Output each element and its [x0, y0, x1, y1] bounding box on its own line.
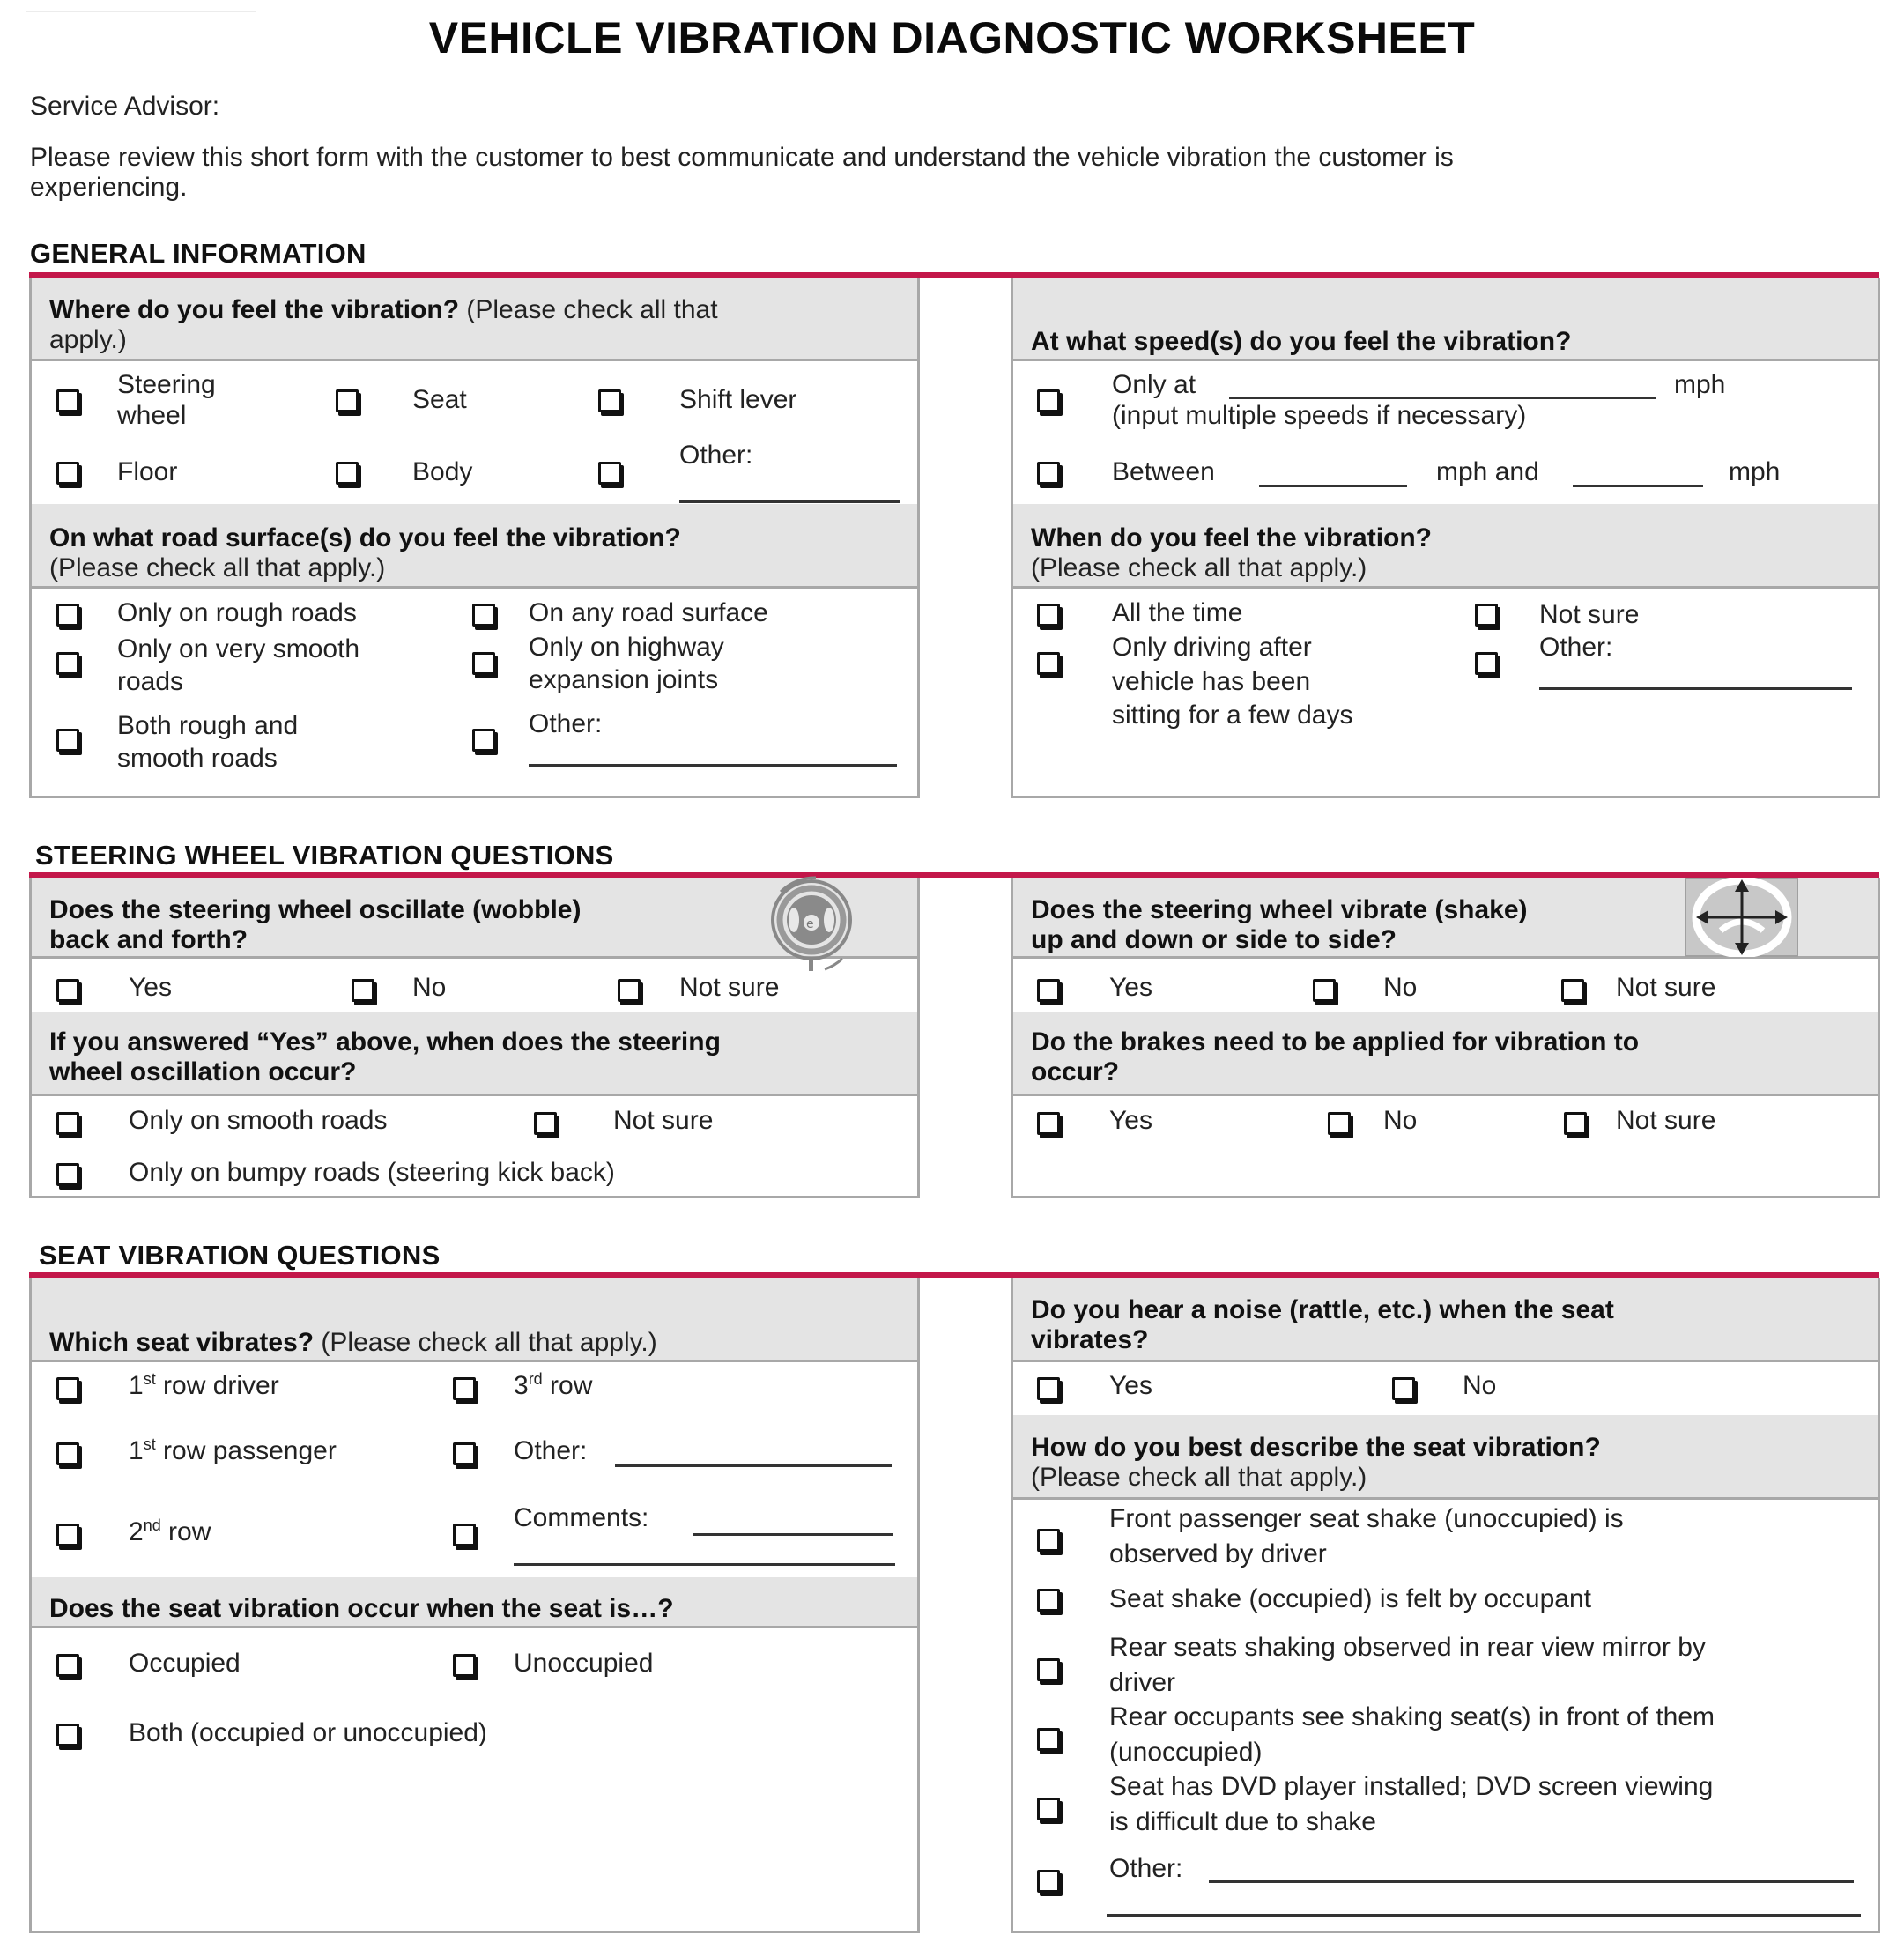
checkbox-describe-dvd[interactable] [1037, 1798, 1060, 1820]
checkbox-row2[interactable] [56, 1524, 79, 1546]
checkbox-between[interactable] [1037, 462, 1060, 485]
checkbox-after-sitting[interactable] [1037, 652, 1060, 675]
svg-text:e: e [806, 917, 814, 931]
option-row1-passenger: 1st row passenger [129, 1435, 337, 1465]
input-speed-to[interactable] [1573, 485, 1703, 487]
option-both-occupied: Both (occupied or unoccupied) [129, 1718, 487, 1747]
option-describe-rear-occupants-line2: (unoccupied) [1109, 1738, 1263, 1767]
input-other-where[interactable] [679, 500, 900, 503]
option-shake-yes: Yes [1109, 973, 1152, 1002]
checkbox-row1-passenger[interactable] [56, 1442, 79, 1465]
checkbox-oscillate-yes[interactable] [56, 979, 79, 1002]
panel-seat-noise-describe [1011, 1278, 1880, 1933]
checkbox-other-road[interactable] [472, 729, 495, 752]
input-describe-other-line2[interactable] [1107, 1914, 1861, 1917]
checkbox-both-occupied[interactable] [56, 1724, 79, 1746]
option-smooth-roads-line2: roads [117, 667, 184, 696]
checkbox-both-roads[interactable] [56, 729, 79, 752]
panel-steering-shake [1011, 878, 1880, 1198]
option-highway-joints-line1: Only on highway [529, 633, 724, 662]
checkbox-other-when[interactable] [1475, 652, 1498, 675]
checkbox-not-sure-when[interactable] [1475, 604, 1498, 627]
checkbox-describe-front-passenger[interactable] [1037, 1529, 1060, 1552]
checkbox-smooth-roads[interactable] [56, 652, 79, 675]
label-only-at-mph: mph [1674, 370, 1726, 399]
service-advisor-label: Service Advisor: [30, 92, 220, 121]
option-unoccupied: Unoccupied [514, 1649, 654, 1678]
checkbox-osc-smooth[interactable] [56, 1112, 79, 1135]
question-speed: At what speed(s) do you feel the vibration? [1031, 327, 1572, 356]
panel-speed-when [1011, 278, 1880, 798]
question-header-speed [1013, 278, 1878, 361]
checkbox-describe-other[interactable] [1037, 1870, 1060, 1893]
option-after-sitting-line3: sitting for a few days [1112, 701, 1353, 730]
section-heading-general: GENERAL INFORMATION [30, 238, 367, 269]
question-where: Where do you feel the vibration? [49, 295, 460, 324]
option-shift-lever: Shift lever [679, 385, 797, 414]
checkbox-shake-not-sure[interactable] [1561, 979, 1584, 1002]
option-other-road: Other: [529, 709, 603, 738]
question-header-occupied [32, 1577, 917, 1628]
panel-seat-which [29, 1278, 920, 1933]
question-when-oscillate-line2: wheel oscillation occur? [49, 1057, 357, 1086]
option-other-where: Other: [679, 441, 753, 470]
checkbox-only-at[interactable] [1037, 389, 1060, 412]
page-title: VEHICLE VIBRATION DIAGNOSTIC WORKSHEET [428, 13, 1476, 63]
checkbox-other-where[interactable] [598, 462, 621, 485]
checkbox-all-the-time[interactable] [1037, 604, 1060, 627]
checkbox-other-seat[interactable] [453, 1442, 476, 1465]
option-describe-other: Other: [1109, 1854, 1183, 1883]
question-where-note2: apply.) [49, 325, 127, 354]
option-floor: Floor [117, 457, 178, 486]
option-oscillate-yes: Yes [129, 973, 172, 1002]
checkbox-seat[interactable] [336, 389, 359, 412]
checkbox-oscillate-no[interactable] [352, 979, 374, 1002]
checkbox-shake-yes[interactable] [1037, 979, 1060, 1002]
option-brakes-yes: Yes [1109, 1106, 1152, 1135]
question-header-when [1013, 504, 1878, 589]
option-brakes-not-sure: Not sure [1616, 1106, 1716, 1135]
label-mph-and: mph and [1436, 457, 1539, 486]
section-heading-steering: STEERING WHEEL VIBRATION QUESTIONS [35, 840, 614, 871]
option-brakes-no: No [1383, 1106, 1418, 1135]
option-osc-not-sure: Not sure [613, 1106, 714, 1135]
question-shake-line1: Does the steering wheel vibrate (shake) [1031, 895, 1528, 924]
option-occupied: Occupied [129, 1649, 241, 1678]
checkbox-rough-roads[interactable] [56, 604, 79, 627]
input-other-when[interactable] [1539, 687, 1852, 690]
question-describe: How do you best describe the seat vibration? [1031, 1433, 1601, 1462]
question-header-road [32, 504, 917, 589]
checkbox-comments[interactable] [453, 1524, 476, 1546]
checkbox-floor[interactable] [56, 462, 79, 485]
checkbox-noise-no[interactable] [1392, 1377, 1415, 1400]
option-describe-rear-occupants-line1: Rear occupants see shaking seat(s) in front of them [1109, 1702, 1715, 1731]
question-shake-line2: up and down or side to side? [1031, 925, 1397, 954]
option-comments: Comments: [514, 1503, 649, 1532]
checkbox-oscillate-not-sure[interactable] [618, 979, 641, 1002]
input-comments-line2[interactable] [514, 1563, 895, 1566]
option-highway-joints-line2: expansion joints [529, 665, 719, 694]
intro-text-line2: experiencing. [30, 173, 188, 202]
question-road-note: (Please check all that apply.) [49, 553, 386, 582]
label-only-at: Only at [1112, 370, 1196, 399]
question-header-where [32, 278, 917, 361]
label-between: Between [1112, 457, 1215, 486]
checkbox-osc-bumpy[interactable] [56, 1163, 79, 1186]
question-header-describe [1013, 1415, 1878, 1500]
question-header-brakes [1013, 1012, 1878, 1096]
question-header-which-seat [32, 1278, 917, 1362]
option-describe-rear-mirror-line2: driver [1109, 1668, 1176, 1697]
question-occupied: Does the seat vibration occur when the seat is…? [49, 1594, 674, 1623]
checkbox-highway-joints[interactable] [472, 652, 495, 675]
steering-wheel-shake-icon [1685, 878, 1798, 957]
input-other-road[interactable] [529, 764, 897, 767]
checkbox-any-road[interactable] [472, 604, 495, 627]
option-noise-yes: Yes [1109, 1371, 1152, 1400]
option-describe-dvd-line2: is difficult due to shake [1109, 1807, 1376, 1836]
option-noise-no: No [1463, 1371, 1497, 1400]
option-describe-front-passenger-line1: Front passenger seat shake (unoccupied) is [1109, 1504, 1624, 1533]
hint-multiple-speeds: (input multiple speeds if necessary) [1112, 401, 1527, 430]
option-all-the-time: All the time [1112, 598, 1243, 627]
input-speed-from[interactable] [1259, 485, 1407, 487]
option-osc-bumpy: Only on bumpy roads (steering kick back) [129, 1158, 615, 1187]
question-which-seat-note: (Please check all that apply.) [314, 1328, 657, 1357]
option-oscillate-not-sure: Not sure [679, 973, 780, 1002]
question-noise-line2: vibrates? [1031, 1325, 1149, 1354]
option-shake-not-sure: Not sure [1616, 973, 1716, 1002]
checkbox-osc-not-sure[interactable] [534, 1112, 557, 1135]
checkbox-describe-rear-mirror[interactable] [1037, 1658, 1060, 1681]
question-oscillate-line2: back and forth? [49, 925, 248, 954]
option-any-road: On any road surface [529, 598, 768, 627]
panel-where-road [29, 278, 920, 798]
panel-steering-oscillate [29, 878, 920, 1198]
option-osc-smooth: Only on smooth roads [129, 1106, 388, 1135]
option-steering-wheel-line2: wheel [117, 401, 187, 430]
option-seat: Seat [412, 385, 467, 414]
option-row3: 3rd row [514, 1370, 593, 1400]
option-after-sitting-line1: Only driving after [1112, 633, 1312, 662]
question-road: On what road surface(s) do you feel the vibration? [49, 523, 681, 552]
checkbox-describe-rear-occupants[interactable] [1037, 1728, 1060, 1751]
option-row1-driver: 1st row driver [129, 1370, 279, 1400]
question-when-note: (Please check all that apply.) [1031, 553, 1367, 582]
intro-text-line1: Please review this short form with the customer to best communicate and understand the vehicle vibration the customer is [30, 143, 1454, 172]
checkbox-body[interactable] [336, 462, 359, 485]
checkbox-shift-lever[interactable] [598, 389, 621, 412]
question-where-note: (Please check all that [459, 295, 718, 324]
option-describe-occupied: Seat shake (occupied) is felt by occupant [1109, 1584, 1591, 1613]
checkbox-steering-wheel[interactable] [56, 389, 79, 412]
question-when: When do you feel the vibration? [1031, 523, 1433, 552]
option-smooth-roads-line1: Only on very smooth [117, 634, 360, 664]
label-mph-end: mph [1729, 457, 1781, 486]
checkbox-describe-occupied[interactable] [1037, 1589, 1060, 1612]
option-after-sitting-line2: vehicle has been [1112, 667, 1311, 696]
question-header-noise [1013, 1278, 1878, 1362]
checkbox-brakes-no[interactable] [1328, 1112, 1351, 1135]
option-steering-wheel-line1: Steering [117, 370, 216, 399]
option-not-sure-when: Not sure [1539, 600, 1640, 629]
checkbox-row1-driver[interactable] [56, 1377, 79, 1400]
question-header-when-oscillate [32, 1012, 917, 1096]
option-body: Body [412, 457, 473, 486]
option-both-roads-line2: smooth roads [117, 744, 278, 773]
option-describe-rear-mirror-line1: Rear seats shaking observed in rear view mirror by [1109, 1633, 1706, 1662]
option-shake-no: No [1383, 973, 1418, 1002]
question-noise-line1: Do you hear a noise (rattle, etc.) when the seat [1031, 1295, 1614, 1324]
checkbox-occupied[interactable] [56, 1654, 79, 1677]
option-describe-dvd-line1: Seat has DVD player installed; DVD screen viewing [1109, 1772, 1714, 1801]
checkbox-brakes-not-sure[interactable] [1564, 1112, 1587, 1135]
checkbox-brakes-yes[interactable] [1037, 1112, 1060, 1135]
option-describe-front-passenger-line2: observed by driver [1109, 1539, 1327, 1568]
question-which-seat: Which seat vibrates? [49, 1328, 315, 1357]
question-describe-note: (Please check all that apply.) [1031, 1463, 1367, 1492]
option-oscillate-no: No [412, 973, 447, 1002]
steering-wheel-oscillate-icon [754, 874, 869, 973]
checkbox-unoccupied[interactable] [453, 1654, 476, 1677]
question-when-oscillate-line1: If you answered “Yes” above, when does the steering [49, 1027, 721, 1057]
option-other-seat: Other: [514, 1436, 588, 1465]
option-other-when: Other: [1539, 633, 1613, 662]
option-row2: 2nd row [129, 1516, 211, 1546]
checkbox-shake-no[interactable] [1313, 979, 1336, 1002]
input-comments-line1[interactable] [693, 1533, 893, 1536]
checkbox-noise-yes[interactable] [1037, 1377, 1060, 1400]
section-heading-seat: SEAT VIBRATION QUESTIONS [39, 1240, 441, 1271]
question-oscillate-line1: Does the steering wheel oscillate (wobble) [49, 895, 582, 924]
input-describe-other-line1[interactable] [1209, 1880, 1854, 1883]
input-other-seat[interactable] [615, 1464, 892, 1467]
question-brakes-line1: Do the brakes need to be applied for vibration to [1031, 1027, 1640, 1057]
checkbox-row3[interactable] [453, 1377, 476, 1400]
option-rough-roads: Only on rough roads [117, 598, 357, 627]
option-both-roads-line1: Both rough and [117, 711, 299, 740]
question-brakes-line2: occur? [1031, 1057, 1120, 1086]
